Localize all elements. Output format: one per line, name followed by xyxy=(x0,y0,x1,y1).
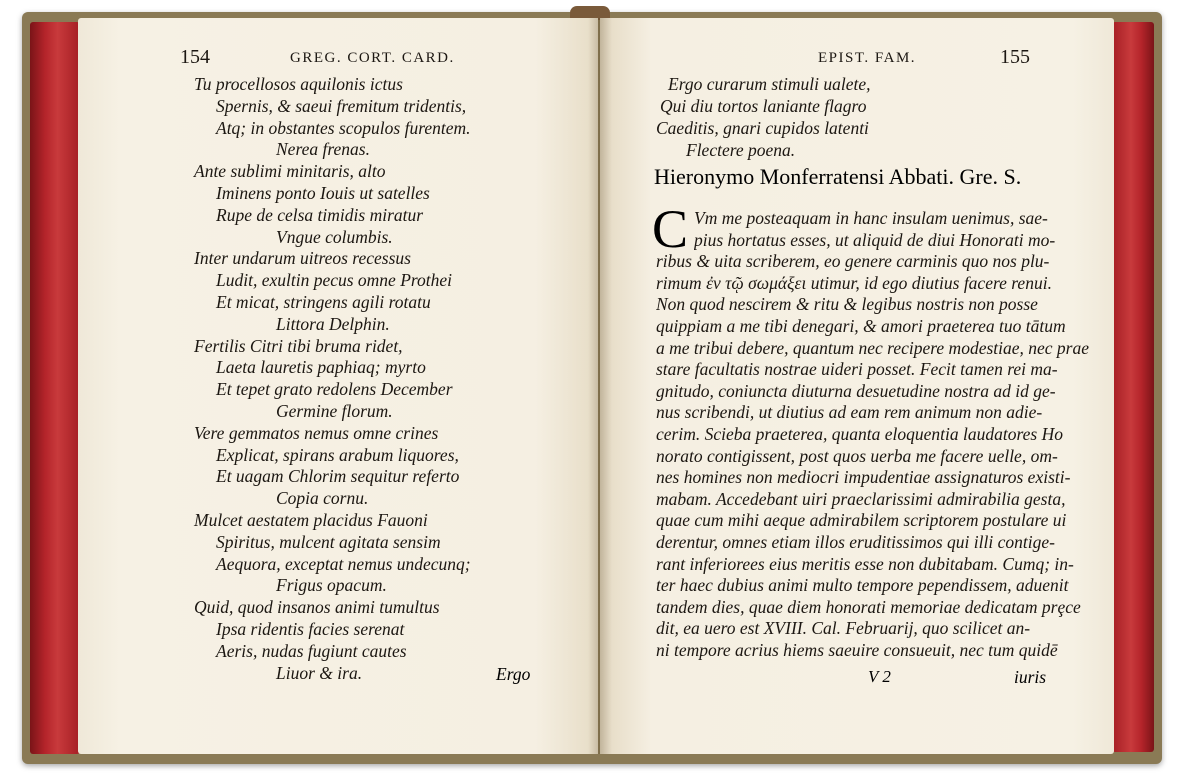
left-page xyxy=(78,18,598,754)
verse-line: Nerea frenas. xyxy=(276,139,370,160)
prose-line: a me tribui debere, quantum nec recipere modestiae, nec prae xyxy=(656,337,1089,358)
verse-line: Fertilis Citri tibi bruma ridet, xyxy=(194,335,403,356)
verse-line: Vere gemmatos nemus omne crines xyxy=(194,422,439,443)
left-running-head: GREG. CORT. CARD. xyxy=(290,50,455,66)
verse-line: Germine florum. xyxy=(276,401,393,421)
verse-line: Qui diu tortos laniante flagro xyxy=(660,96,867,116)
right-red-page-edge xyxy=(1112,22,1154,752)
verse-line: Rupe de celsa timidis miratur xyxy=(216,204,424,225)
prose-line: ribus & uita scriberem, eo genere carminis quo nos plu- xyxy=(656,251,1050,272)
verse-line: Frigus opacum. xyxy=(276,575,387,596)
verse-line: Ipsa ridentis facies serenat xyxy=(216,619,405,639)
prose-line: nes homines non mediocri impudentiae assignaturos existi- xyxy=(656,467,1071,488)
verse-line: Explicat, spirans arabum liquores, xyxy=(216,444,459,465)
prose-line: stare facultatis nostrae uideri posset. Fecit tamen rei ma- xyxy=(656,359,1058,380)
prose-line: cerim. Scieba praeterea, quanta eloquentia laudatores Ho xyxy=(656,424,1063,444)
verse-line: Liuor & ira. xyxy=(276,662,363,683)
verse-line: Iminens ponto Iouis ut satelles xyxy=(216,183,430,203)
left-page-number: 154 xyxy=(180,46,210,68)
gutter-shadow xyxy=(588,18,612,754)
verse-line: Quid, quod insanos animi tumultus xyxy=(194,597,440,618)
right-page-number: 155 xyxy=(1000,46,1030,68)
signature-mark: V 2 xyxy=(868,667,891,686)
letter-title: Hieronymo Monferratensi Abbati. Gre. S. xyxy=(654,164,1022,189)
prose-line: nus scribendi, ut diutius ad eam rem animum non adie- xyxy=(656,402,1043,423)
verse-line: Vngue columbis. xyxy=(276,226,393,247)
verse-line: Ergo curarum stimuli ualete, xyxy=(668,74,871,94)
verse-line: Tu procellosos aquilonis ictus xyxy=(194,74,403,94)
verse-line: Aequora, exceptat nemus undecunq; xyxy=(216,553,471,574)
verse-line: Aeris, nudas fugiunt cautes xyxy=(216,640,407,661)
verse-line: Et tepet grato redolens December xyxy=(216,379,453,400)
left-catchword: Ergo xyxy=(496,664,531,684)
verse-line: Littora Delphin. xyxy=(276,313,390,334)
verse-line: Ludit, exultin pecus omne Prothei xyxy=(216,270,453,291)
verse-line: Mulcet aestatem placidus Fauoni xyxy=(194,510,428,530)
prose-line: derentur, omnes etiam illos eruditissimos qui illi contige- xyxy=(656,532,1055,552)
left-red-page-edge xyxy=(30,22,80,754)
prose-line: quae cum mihi aeque admirabilem scriptorem postulare ui xyxy=(656,510,1067,531)
prose-line: rant inferiorees eius meritis esse non dubitabam. Cumq; in- xyxy=(656,553,1074,574)
verse-line: Caeditis, gnari cupidos latenti xyxy=(656,118,869,138)
prose-line: gnitudo, coniuncta diuturna desuetudine nostra ad id ge- xyxy=(656,380,1056,401)
verse-line: Ante sublimi minitaris, alto xyxy=(194,161,386,182)
verse-line: Spiritus, mulcent agitata sensim xyxy=(216,531,441,552)
verse-line: Inter undarum uitreos recessus xyxy=(194,248,411,269)
prose-line: pius hortatus esses, ut aliquid de diui Honorati mo- xyxy=(694,229,1056,250)
prose-line: mabam. Accedebant uiri praeclarissimi admirabilia gesta, xyxy=(656,488,1066,509)
verse-line: Et micat, stringens agili rotatu xyxy=(216,292,431,312)
verse-line: Atq; in obstantes scopulos furentem. xyxy=(216,117,471,138)
right-running-head: EPIST. FAM. xyxy=(818,50,917,66)
prose-line: dit, ea uero est XVIII. Cal. Februarij, quo scilicet an- xyxy=(656,618,1031,639)
verse-line: Et uagam Chlorim sequitur referto xyxy=(216,466,460,487)
verse-line: Flectere poena. xyxy=(686,140,796,160)
prose-line: quippiam a me tibi denegari, & amori praeterea tuo tātum xyxy=(656,316,1066,336)
verse-line: Copia cornu. xyxy=(276,488,369,509)
prose-line: rimum ἐν τῷ σωμάξει utimur, id ego diutius facere renui. xyxy=(656,272,1052,293)
prose-line: norato contigissent, post quos uerba me facere uelle, om- xyxy=(656,445,1058,466)
prose-line: ni tempore acrius hiems saeuire consueuit, nec tum quidē xyxy=(656,640,1058,660)
prose-line: Vm me posteaquam in hanc insulam uenimus, sae- xyxy=(694,208,1048,228)
prose-line: tandem dies, quae diem honorati memoriae dedicatam prȩce xyxy=(656,596,1081,617)
prose-line: ter haec dubius animi multo tempore pependissem, aduenit xyxy=(656,575,1069,596)
right-page xyxy=(600,18,1114,754)
verse-line: Spernis, & saeui fremitum tridentis, xyxy=(216,95,467,116)
drop-cap: C xyxy=(652,199,689,259)
prose-line: Non quod nescirem & ritu & legibus nostris non posse xyxy=(656,294,1038,315)
right-catchword: iuris xyxy=(1014,667,1047,687)
verse-line: Laeta lauretis paphiaq; myrto xyxy=(216,357,426,378)
